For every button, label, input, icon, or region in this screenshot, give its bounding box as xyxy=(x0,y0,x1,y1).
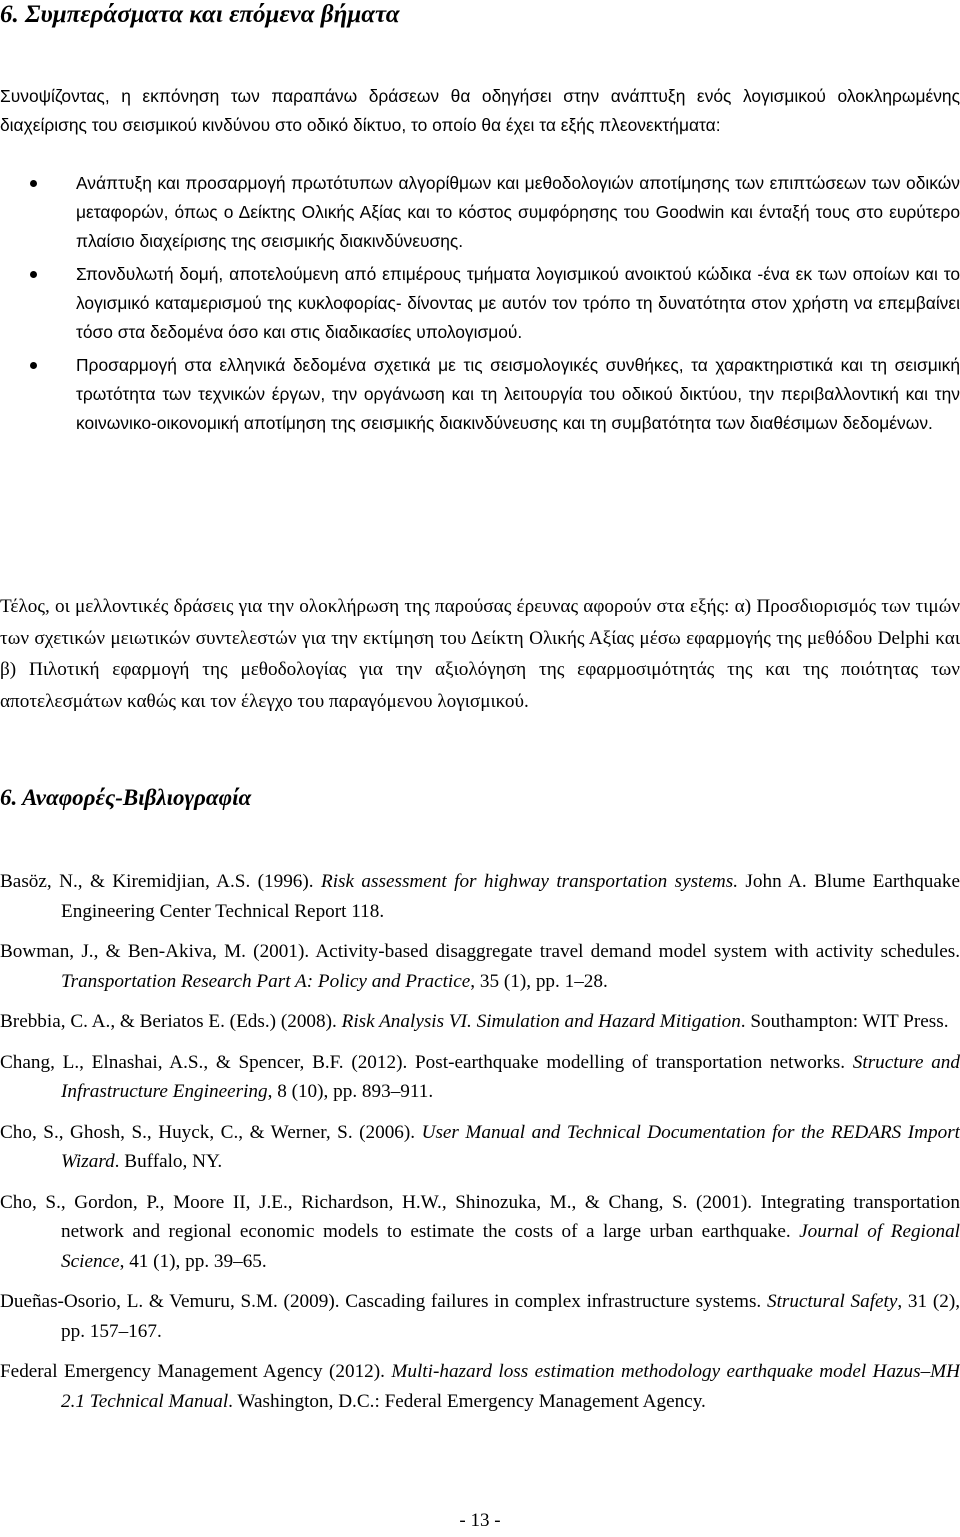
reference-item: Cho, S., Ghosh, S., Huyck, C., & Werner, S. (2006). User Manual and Technical Documentation for the REDARS Import Wizard. Buffalo, NY. xyxy=(0,1121,960,1172)
list-item-text: Ανάπτυξη και προσαρμογή πρωτότυπων αλγορίθμων και μεθοδολογιών αποτίμησης των επιπτώσεων των οδικών μεταφορών, όπως ο Δείκτης Ολικής Αξίας και το κόστος συμφόρησης του Goodwin και ένταξή τους στο ευρύτερο πλαίσιο διαχείρισης της σεισμικής διακινδύνευσης. xyxy=(76,173,960,251)
reference-item: Chang, L., Elnashai, A.S., & Spencer, B.F. (2012). Post-earthquake modelling of transportation networks. Structure and Infrastructure Engineering, 8 (10), pp. 893–911. xyxy=(0,1051,960,1102)
reference-item: Dueñas-Osorio, L. & Vemuru, S.M. (2009). Cascading failures in complex infrastructure systems. Structural Safety, 31 (2), pp. 157–167. xyxy=(0,1291,960,1342)
list-item xyxy=(0,351,960,438)
reference-item: Basöz, N., & Kiremidjian, A.S. (1996). Risk assessment for highway transportation systems. John A. Blume Earthquake Engineering Center Technical Report 118. xyxy=(0,871,960,922)
reference-item: Brebbia, C. A., & Beriatos E. (Eds.) (2008). Risk Analysis VI. Simulation and Hazard Mitigation. Southampton: WIT Press. xyxy=(0,1011,949,1032)
section-heading-conclusions: 6. Συμπεράσματα και επόμενα βήματα xyxy=(0,1,400,28)
advantages-list xyxy=(0,169,960,442)
reference-item: Bowman, J., & Ben-Akiva, M. (2001). Activity-based disaggregate travel demand model system with activity schedules. Transportation Research Part A: Policy and Practice, 35 (1), pp. 1–28. xyxy=(0,941,960,992)
reference-item: Federal Emergency Management Agency (2012). Multi-hazard loss estimation methodology earthquake model Hazus–MH 2.1 Technical Manual. Washington, D.C.: Federal Emergency Management Agency. xyxy=(0,1361,960,1412)
page-number: - 13 - xyxy=(459,1510,501,1531)
reference-item: Cho, S., Gordon, P., Moore II, J.E., Richardson, H.W., Shinozuka, M., & Chang, S. (2001). Integrating transportation network and regional economic models to estimate the costs of a large urban earthquake. Journal of Regional Science, 41 (1), pp. 39–65. xyxy=(0,1191,960,1272)
reference-list xyxy=(0,867,960,1427)
list-item xyxy=(0,169,960,256)
bullet-icon xyxy=(30,362,37,369)
list-item-text: Σπονδυλωτή δομή, αποτελούμενη από επιμέρους τμήματα λογισμικού ανοικτού κώδικα -ένα εκ των οποίων και το λογισμικό καταμερισμού της κυκλοφορίας- δίνοντας με αυτόν τον τρόπο τη δυνατότητα στον χρήστη να επεμβαίνει τόσο στα δεδομένα όσο και στις διαδικασίες υπολογισμού. xyxy=(76,264,960,342)
list-item-text: Προσαρμογή στα ελληνικά δεδομένα σχετικά με τις σεισμολογικές συνθήκες, τα χαρακτηριστικά και τη σεισμική τρωτότητα των τεχνικών έργων, την οργάνωση και τη λειτουργία του οδικού δικτύου, την περιβαλλοντική και την κοινωνικο-οικονομική αποτίμηση της σεισμικής διακινδύνευσης και τη συμβατότητα των διαθέσιμων δεδομένων. xyxy=(76,355,960,433)
bullet-icon xyxy=(30,271,37,278)
closing-paragraph: Τέλος, οι μελλοντικές δράσεις για την ολοκλήρωση της παρούσας έρευνας αφορούν στα εξής: α) Προσδιορισμός των τιμών των σχετικών μειωτικών συντελεστών για την εκτίμηση του Δείκτη Ολικής Αξίας μέσω εφαρμογής της μεθόδου Delphi και β) Πιλοτική εφαρμογή της μεθοδολογίας για την αξιολόγηση της εφαρμοσιμότητάς της και της ποιότητας των αποτελεσμάτων καθώς και τον έλεγχο του παραγόμενου λογισμικού. xyxy=(0,596,960,712)
intro-paragraph: Συνοψίζοντας, η εκπόνηση των παραπάνω δράσεων θα οδηγήσει στην ανάπτυξη ενός λογισμικού ολοκληρωμένης διαχείρισης του σεισμικού κινδύνου στο οδικό δίκτυο, το οποίο θα έχει τα εξής πλεονεκτήματα: xyxy=(0,86,960,135)
section-heading-references: 6. Αναφορές-Βιβλιογραφία xyxy=(0,785,252,810)
bullet-icon xyxy=(30,180,37,187)
list-item xyxy=(0,260,960,347)
